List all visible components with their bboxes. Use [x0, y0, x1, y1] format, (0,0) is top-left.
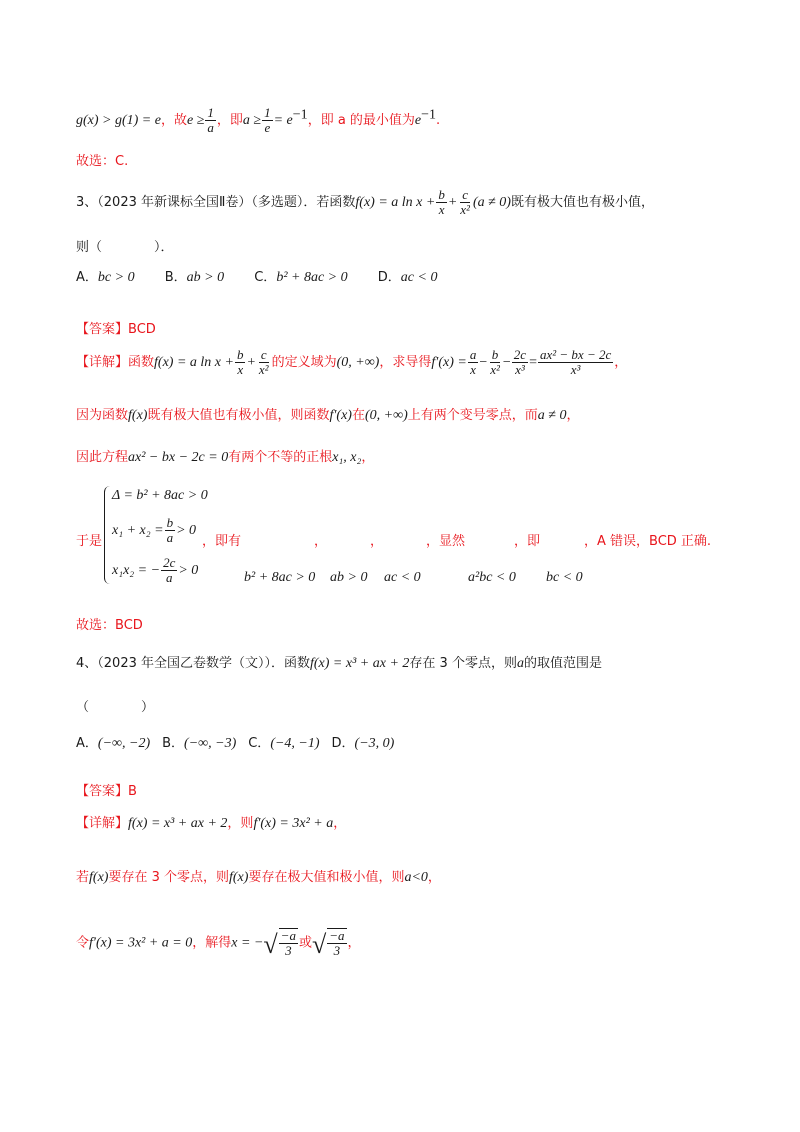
result-row: b² + 8ac > 0 — [244, 570, 316, 585]
detail-4-line2: 若f(x)要存在 3 个零点，则f(x)要存在极大值和极小值，则a<0， — [76, 870, 441, 885]
detail-4-line1: 【详解】f(x) = x³ + ax + 2，则f′(x) = 3x² + a， — [76, 816, 347, 831]
expr-g: g(x) > g(1) = e — [76, 113, 161, 128]
verdict-3: ，A 错误，BCD 正确. — [584, 534, 712, 549]
option-c: C．b² + 8ac > 0 — [254, 270, 348, 285]
frac-1-over-a: $\frac{1}{a}$ — [207, 105, 214, 135]
line-min-value: g(x) > g(1) = e，故e ≥ $\frac{1}{a}$ ，即a ≥ $\frac{1}{e}$ = $e^{-1}$，即 a 的最小值为$e^{-1}$. — [76, 105, 441, 135]
sqrt-2: √ $\frac{-a}{3}$ — [311, 928, 345, 959]
option-b: B．(−∞, −3) — [162, 736, 237, 751]
text-ji-2: ，即 — [514, 534, 541, 549]
detail-3-line3: 因此方程ax² − bx − 2c = 0有两个不等的正根x₁, x₂， — [76, 450, 375, 465]
text-gu: ，故 — [160, 113, 187, 128]
answer-3: 【答案】BCD — [76, 322, 156, 337]
question-4: 4、（2023 年全国乙卷数学（文））．函数f(x) = x³ + ax + 2存在 3 个零点，则a的取值范围是 — [76, 656, 602, 671]
text-xianran: ，显然 — [426, 534, 466, 549]
question-3: 3、（2023 年新课标全国Ⅱ卷）（多选题）．若函数f(x) = a ln x + $\frac{b}{x}$ + $\frac{c}{\text{x²}}$ (a ≠ 0)既有极大值也有极小值， — [76, 187, 654, 217]
detail-3-line2: 因为函数f(x)既有极大值也有极小值，则函数f′(x)在(0, +∞)上有两个变号零点，而a ≠ 0， — [76, 408, 580, 423]
question-4-paren: （ ） — [76, 700, 155, 715]
system-line-3: x₁x₂ = − $\frac{2c}{a}$ > 0 — [112, 555, 199, 585]
option-b: B．ab > 0 — [164, 270, 225, 285]
option-a: A．bc > 0 — [76, 270, 135, 285]
text-ji: ，即 — [216, 113, 243, 128]
option-a: A．(−∞, −2) — [76, 736, 151, 751]
answer-4: 【答案】B — [76, 784, 137, 799]
text-jiyou: ，即有 — [202, 534, 242, 549]
option-d: D．ac < 0 — [377, 270, 438, 285]
sqrt-1: √ $\frac{-a}{3}$ — [263, 928, 296, 959]
frac-1-over-e: $\frac{1}{e}$ — [264, 105, 271, 135]
question-3-paren: 则（ ）． — [76, 240, 174, 255]
detail-4-line3: 令f′(x) = 3x² + a = 0，解得x = − √ $\frac{-a}{3}$ 或 √ $\frac{-a}{3}$ ， — [76, 928, 361, 959]
option-d: D．(−3, 0) — [331, 736, 395, 751]
text-min-value: ，即 a 的最小值为 — [307, 113, 415, 128]
expr-e-ge: e ≥ — [187, 113, 205, 128]
question-4-options — [76, 732, 406, 752]
choose-c: 故选：C. — [76, 154, 129, 169]
system-line-1: Δ = b² + 8ac > 0 — [112, 488, 208, 503]
system-line-2: x₁ + x₂ = $\frac{b}{a}$ > 0 — [112, 515, 197, 545]
choose-bcd: 故选：BCD — [76, 618, 143, 633]
text-yushi: 于是 — [76, 534, 103, 549]
expr-a-ge: a ≥ — [242, 113, 262, 128]
option-c: C．(−4, −1) — [248, 736, 320, 751]
question-3-options — [76, 266, 449, 286]
detail-3-line1: 【详解】函数f(x) = a ln x + $\frac{b}{x}$ + $\frac{c}{\text{x²}}$ 的定义域为(0, +∞)，求导得f′(x) = $\frac{a}{x}$ − $\frac{b}{\text{x²}}$ − $\frac{2c}{\text{x³}}$ = $\frac{\text{ax² − bx − 2c}}{\text{x³}}$ ， — [76, 347, 628, 377]
